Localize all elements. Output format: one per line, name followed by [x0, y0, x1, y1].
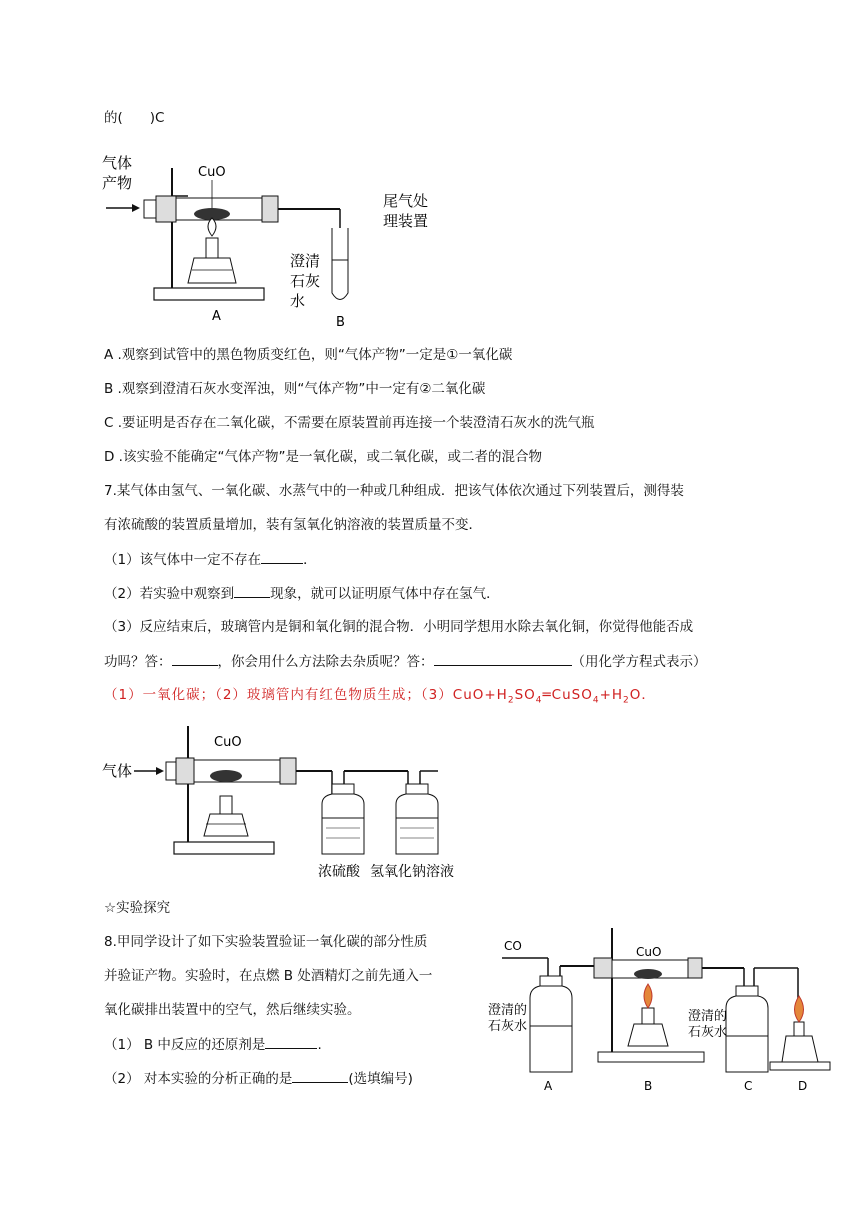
q7-sub1-text: （1）该气体中一定不存在 — [104, 552, 262, 568]
q8-sub2-end: (选填编号) — [348, 1071, 413, 1087]
figure-co-apparatus-3 — [488, 928, 838, 1098]
q7-sub3-text-b: ，你会用什么方法除去杂质呢？答： — [217, 654, 434, 670]
q8-sub2-blank[interactable] — [292, 1068, 348, 1083]
figure-cuo-apparatus-1 — [100, 148, 440, 330]
q7-sub1 — [104, 549, 317, 570]
fig2-gas-label: 气体 — [102, 762, 133, 780]
section-heading: ☆实验探究 — [104, 900, 171, 916]
q8-stem-line-3: 氧化碳排出装置中的空气，然后继续实验。 — [104, 1002, 361, 1018]
fig1-lime-1: 澄清 — [290, 252, 321, 270]
q6-option-a: A .观察到试管中的黑色物质变红色，则“气体产物”一定是①一氧化碳 — [104, 347, 513, 363]
q8-sub1-blank[interactable] — [265, 1034, 317, 1049]
q8-sub2-text: （2） 对本实验的分析正确的是 — [104, 1071, 293, 1087]
q8-stem-line-1: 8.甲同学设计了如下实验装置验证一氧化碳的部分性质 — [104, 934, 428, 950]
fig1-lime-3: 水 — [290, 292, 306, 310]
fig3-lime-a-1: 澄清的 — [488, 1003, 528, 1018]
q8-sub1-end: . — [317, 1037, 322, 1053]
q7-sub1-end: ． — [303, 552, 317, 568]
q8-sub1-text: （1） B 中反应的还原剂是 — [104, 1037, 266, 1053]
q7-sub2-blank[interactable] — [234, 583, 270, 598]
q7-answer — [104, 685, 656, 711]
q7-answer-sub-4b: 4 — [592, 695, 600, 706]
fig1-gas-label-2: 产物 — [102, 174, 133, 192]
q7-answer-part-c: SO — [514, 687, 536, 703]
q7-answer-part-a: （1）一氧化碳；（2）玻璃管内有红色物质生成；（3）CuO+H — [104, 687, 508, 703]
q6-option-c: C .要证明是否存在二氧化碳，不需要在原装置前再连接一个装澄清石灰水的洗气瓶 — [104, 415, 595, 431]
q8-stem-line-2: 并验证产物。实验时，在点燃 B 处酒精灯之前先通入一 — [104, 968, 433, 984]
fig3-cuo-label: CuO — [636, 945, 662, 959]
fig3-label-c: C — [744, 1079, 753, 1093]
fig1-lime-2: 石灰 — [290, 272, 321, 290]
fig2-bottle2-label: 氢氧化钠溶液 — [370, 864, 454, 880]
fig1-tail-2: 理装置 — [383, 212, 429, 230]
q7-answer-part-i: O． — [629, 687, 656, 703]
q7-sub2-text: （2）若实验中观察到 — [104, 586, 235, 602]
q8-sub2 — [104, 1068, 413, 1089]
fig3-co-label: CO — [504, 939, 522, 953]
fig3-lime-c-2: 石灰水 — [688, 1025, 728, 1040]
fig1-gas-label-1: 气体 — [102, 154, 133, 172]
fig1-label-b: B — [336, 315, 345, 330]
q6-option-b: B .观察到澄清石灰水变浑浊，则“气体产物”中一定有②二氧化碳 — [104, 381, 486, 397]
fig2-bottle1-label: 浓硫酸 — [318, 864, 360, 880]
q7-sub3-text-a: 功吗？答： — [104, 654, 172, 670]
q7-sub2 — [104, 583, 500, 604]
q7-answer-part-e: ═CuSO — [542, 687, 593, 703]
fig1-cuo-label: CuO — [198, 165, 226, 180]
fig3-label-b: B — [644, 1079, 653, 1093]
q7-answer-sub-2b: 2 — [623, 695, 630, 706]
fig1-label-a: A — [212, 309, 221, 324]
q7-sub3-blank-1[interactable] — [172, 651, 218, 666]
q7-answer-part-g: +H — [599, 687, 624, 703]
q6-stem-tail: 的( )C — [104, 110, 165, 126]
fig2-cuo-label: CuO — [214, 735, 242, 750]
q8-sub1 — [104, 1034, 322, 1055]
q7-sub3-blank-2[interactable] — [434, 651, 572, 666]
q7-sub3-text-c: （用化学方程式表示） — [571, 654, 707, 670]
fig3-label-d: D — [798, 1079, 808, 1093]
q7-answer-sub-4a: 4 — [535, 695, 543, 706]
fig1-tail-1: 尾气处 — [383, 192, 429, 210]
q7-sub1-blank[interactable] — [261, 549, 303, 564]
fig3-lime-a-2: 石灰水 — [488, 1019, 528, 1034]
fig3-label-a: A — [544, 1079, 553, 1093]
figure-cuo-apparatus-2 — [100, 718, 460, 886]
q7-sub3-line-1: （3）反应结束后，玻璃管内是铜和氧化铜的混合物．小明同学想用水除去氧化铜，你觉得他能否成 — [104, 619, 694, 635]
q7-sub2-end: 现象，就可以证明原气体中存在氢气． — [270, 586, 500, 602]
q7-stem-line-1: 7.某气体由氢气、一氧化碳、水蒸气中的一种或几种组成．把该气体依次通过下列装置后，测得装 — [104, 483, 684, 499]
q6-option-d: D .该实验不能确定“气体产物”是一氧化碳，或二氧化碳，或二者的混合物 — [104, 449, 542, 465]
q7-stem-line-2: 有浓硫酸的装置质量增加，装有氢氧化钠溶液的装置质量不变． — [104, 517, 482, 533]
q7-sub3-line-2 — [104, 651, 707, 672]
q7-answer-sub-2a: 2 — [507, 695, 515, 706]
fig3-lime-c-1: 澄清的 — [688, 1009, 728, 1024]
